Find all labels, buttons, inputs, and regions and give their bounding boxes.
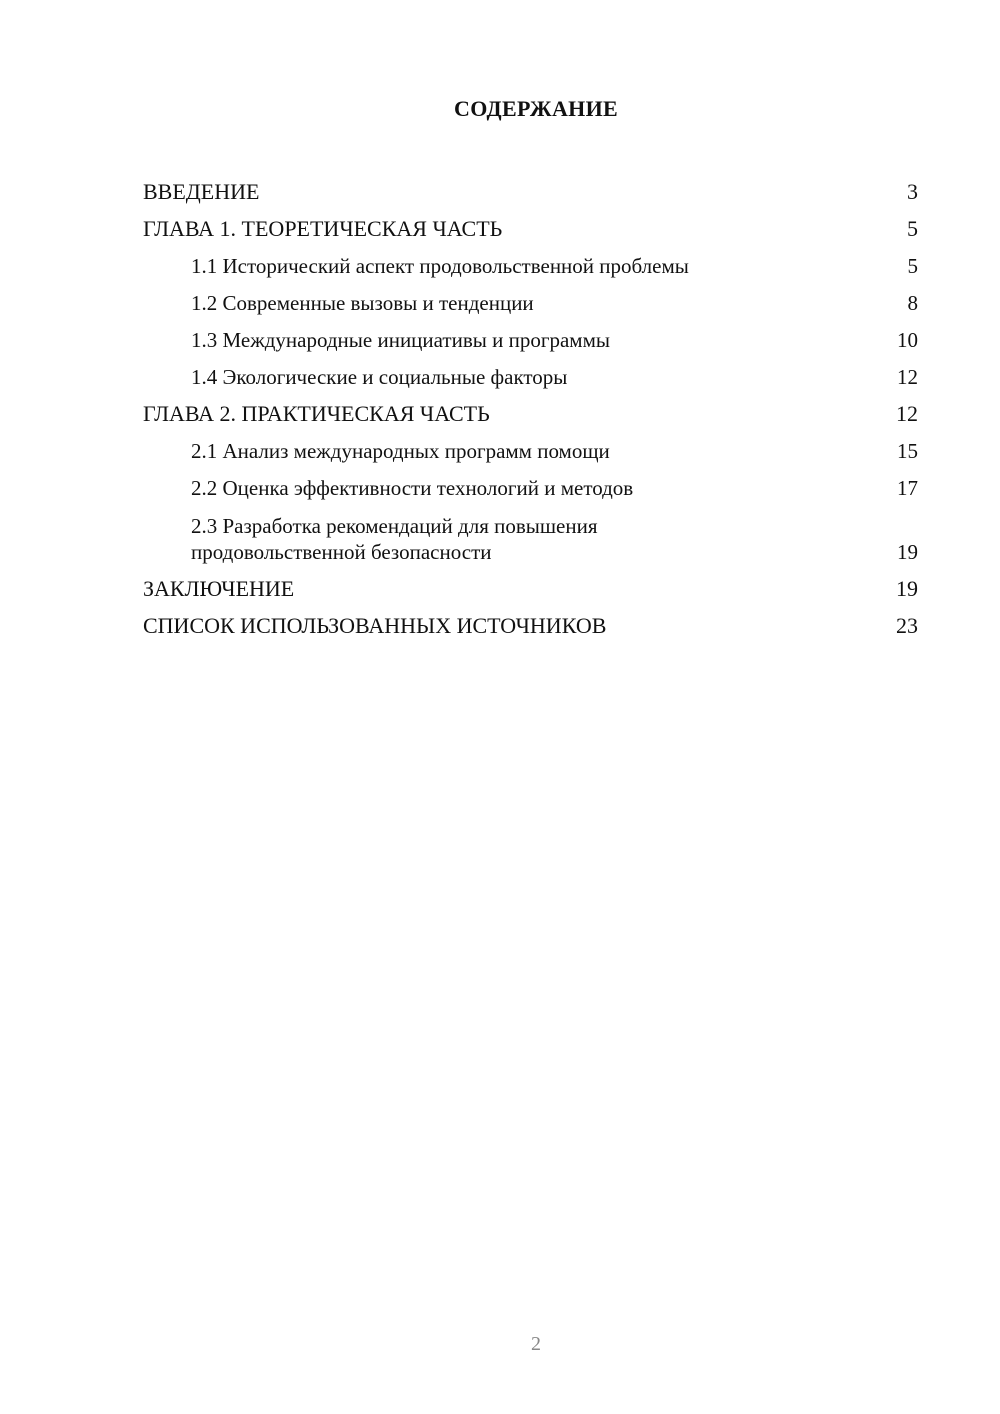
toc-entry-label: 1.3 Международные инициативы и программы xyxy=(191,328,610,352)
toc-entry-page: 12 xyxy=(896,401,918,426)
toc-entry-page: 8 xyxy=(907,291,918,315)
table-of-contents xyxy=(143,168,918,639)
toc-entry-label: ГЛАВА 1. ТЕОРЕТИЧЕСКАЯ ЧАСТЬ xyxy=(143,216,503,241)
page-title: СОДЕРЖАНИЕ xyxy=(454,96,618,121)
toc-entry-chapter-2[interactable] xyxy=(143,390,918,427)
toc-entry-section-1-1[interactable] xyxy=(143,242,918,279)
toc-entry-references[interactable] xyxy=(143,602,918,639)
toc-entry-page: 19 xyxy=(897,540,918,564)
toc-entry-page: 12 xyxy=(897,365,918,389)
toc-entry-chapter-1[interactable] xyxy=(143,205,918,242)
toc-entry-page: 23 xyxy=(896,613,918,638)
toc-entry-label: 1.1 Исторический аспект продовольственной проблемы xyxy=(191,254,689,278)
toc-entry-section-2-1[interactable] xyxy=(143,427,918,464)
toc-entry-section-2-3[interactable] xyxy=(143,501,918,565)
toc-entry-label: ГЛАВА 2. ПРАКТИЧЕСКАЯ ЧАСТЬ xyxy=(143,401,490,426)
toc-entry-page: 17 xyxy=(897,476,918,500)
toc-entry-section-2-2[interactable] xyxy=(143,464,918,501)
toc-entry-page: 5 xyxy=(907,254,918,278)
toc-entry-label: 1.4 Экологические и социальные факторы xyxy=(191,365,568,389)
toc-entry-page: 15 xyxy=(897,439,918,463)
toc-entry-page: 3 xyxy=(907,179,918,204)
toc-entry-page: 19 xyxy=(896,576,918,601)
toc-entry-conclusion[interactable] xyxy=(143,565,918,602)
toc-entry-page: 10 xyxy=(897,328,918,352)
toc-entry-label: ВВЕДЕНИЕ xyxy=(143,179,260,204)
toc-entry-label: 2.1 Анализ международных программ помощи xyxy=(191,439,610,463)
toc-entry-label: 2.3 Разработка рекомендаций для повышения продовольственной безопасности xyxy=(191,514,598,564)
toc-entry-label: СПИСОК ИСПОЛЬЗОВАННЫХ ИСТОЧНИКОВ xyxy=(143,613,607,638)
toc-entry-section-1-4[interactable] xyxy=(143,353,918,390)
toc-entry-label: 2.2 Оценка эффективности технологий и методов xyxy=(191,476,634,500)
toc-entry-introduction[interactable] xyxy=(143,168,918,205)
toc-entry-section-1-3[interactable] xyxy=(143,316,918,353)
toc-entry-section-1-2[interactable] xyxy=(143,279,918,316)
toc-entry-page: 5 xyxy=(907,216,918,241)
page-number: 2 xyxy=(531,1333,541,1355)
toc-entry-label: ЗАКЛЮЧЕНИЕ xyxy=(143,576,295,601)
toc-entry-label: 1.2 Современные вызовы и тенденции xyxy=(191,291,534,315)
